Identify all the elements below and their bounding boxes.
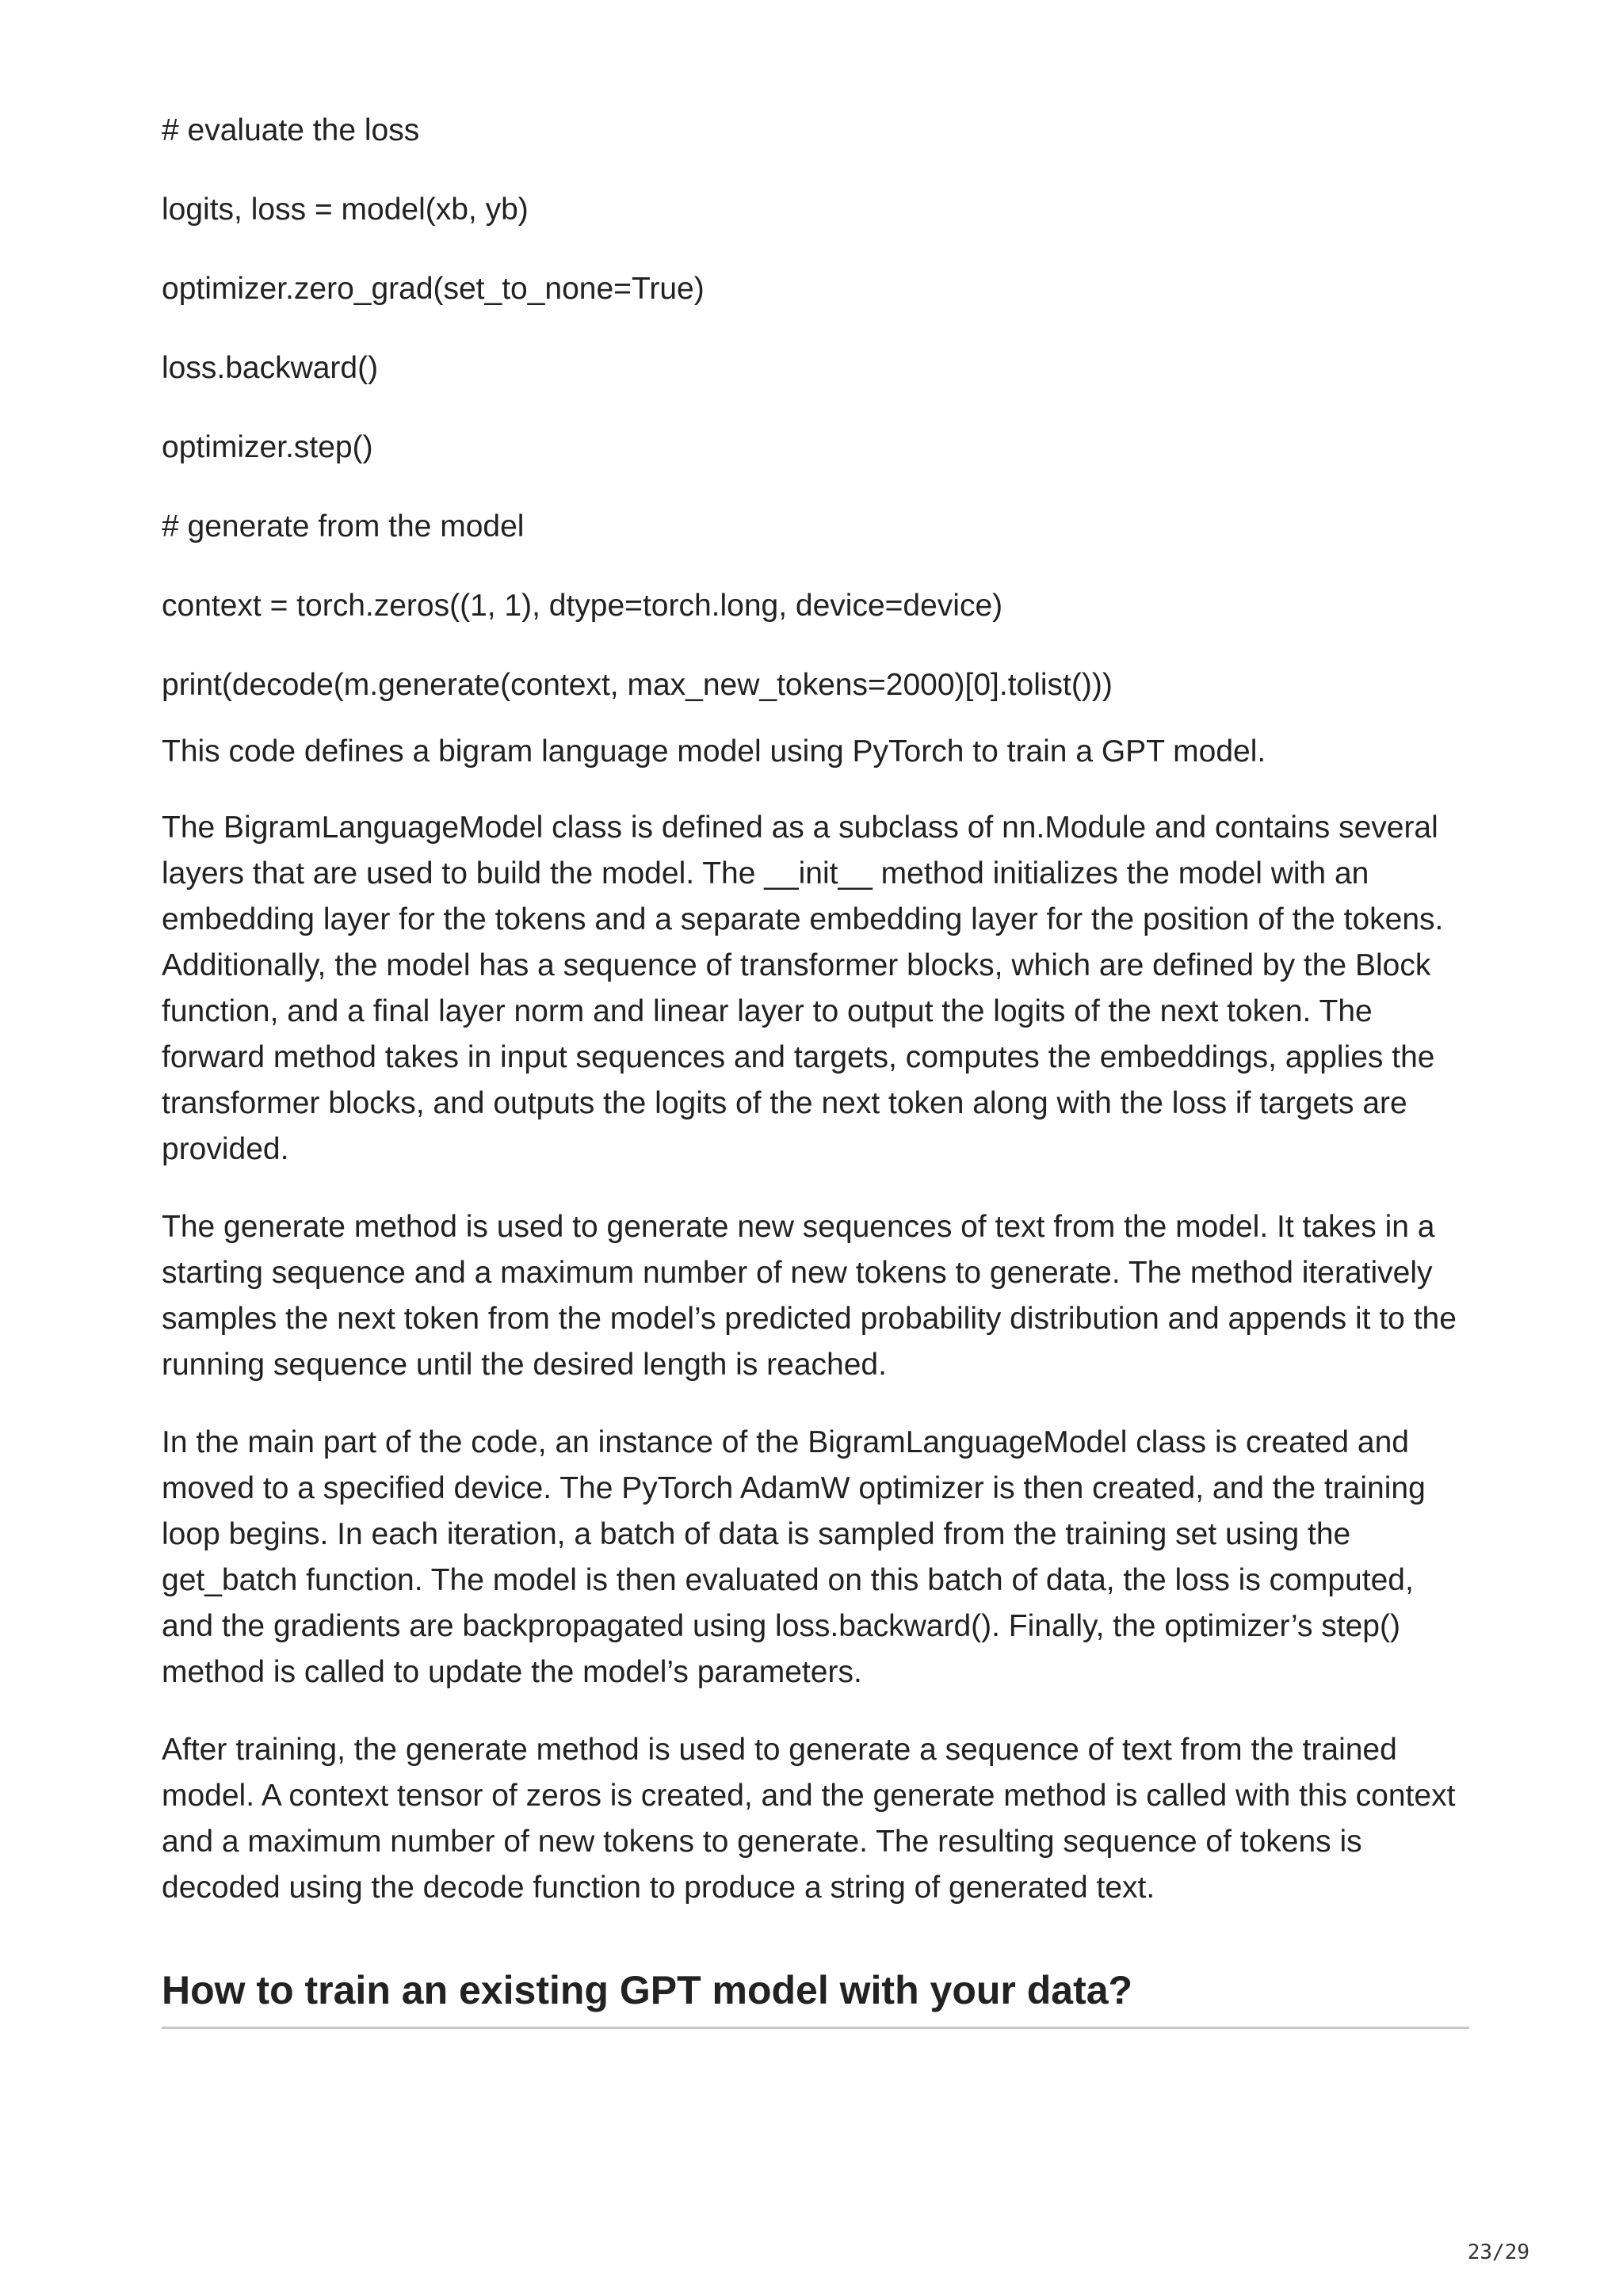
code-line-context: context = torch.zeros((1, 1), dtype=torch.long, device=device) bbox=[162, 589, 1003, 623]
code-line-step: optimizer.step() bbox=[162, 430, 373, 464]
code-line-zero-grad: optimizer.zero_grad(set_to_none=True) bbox=[162, 272, 705, 306]
section-heading: How to train an existing GPT model with your data? bbox=[162, 1965, 1469, 2029]
document-page bbox=[162, 111, 1469, 2029]
code-line-print: print(decode(m.generate(context, max_new_tokens=2000)[0].tolist())) bbox=[162, 668, 1113, 702]
code-line-logits: logits, loss = model(xb, yb) bbox=[162, 193, 529, 227]
paragraph-generate-method: The generate method is used to generate new sequences of text from the model. It takes in a starting sequence and a maximum number of new tokens to generate. The method iteratively samples the next token from the model’s predicted probability distribution and appends it to the running sequence until the desired length is reached. bbox=[162, 1210, 1457, 1382]
page-number: 23/29 bbox=[1467, 2241, 1529, 2264]
code-line-comment-evaluate: # evaluate the loss bbox=[162, 113, 420, 147]
code-line-backward: loss.backward() bbox=[162, 351, 379, 385]
code-line-comment-generate: # generate from the model bbox=[162, 509, 525, 543]
paragraph-after-training: After training, the generate method is used to generate a sequence of text from the trained model. A context tensor of zeros is created, and the generate method is called with this context and a maximum number of new tokens to generate. The resulting sequence of tokens is decoded using the decode function to produce a string of generated text. bbox=[162, 1733, 1456, 1905]
paragraph-summary: This code defines a bigram language model using PyTorch to train a GPT model. bbox=[162, 734, 1266, 769]
paragraph-model-class: The BigramLanguageModel class is defined as a subclass of nn.Module and contains several layers that are used to build the model. The __init__ method initializes the model with an embedding layer for the tokens and a separate embedding layer for the position of the tokens. Additionally, the model has a sequence of transformer blocks, which are defined by the Block function, and a final layer norm and linear layer to output the logits of the next token. The forward method takes in input sequences and targets, computes the embeddings, applies the transformer blocks, and outputs the logits of the next token along with the loss if targets are provided. bbox=[162, 810, 1444, 1166]
paragraph-training-loop: In the main part of the code, an instance of the BigramLanguageModel class is created and moved to a specified device. The PyTorch AdamW optimizer is then created, and the training loop begins. In each iteration, a batch of data is sampled from the training set using the get_batch function. The model is then evaluated on this batch of data, the loss is computed, and the gradients are backpropagated using loss.backward(). Finally, the optimizer’s step() method is called to update the model’s parameters. bbox=[162, 1425, 1426, 1689]
